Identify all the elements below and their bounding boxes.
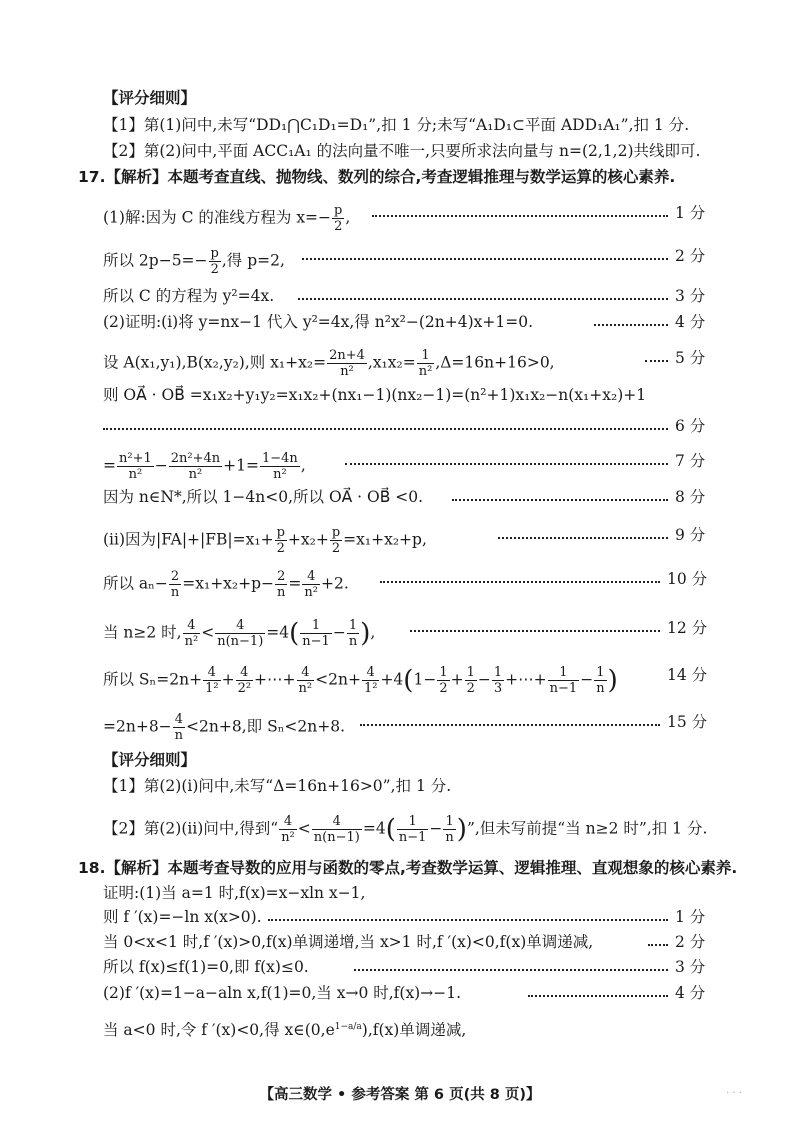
q17-step-10: 所以 aₙ− $\frac{2}{n}$ =x₁+x₂+p− $\frac{2}{n}$ = $\frac{4}{\text{n²}}$ +2. xyxy=(103,569,349,600)
dot-leader xyxy=(345,463,668,465)
score-15: 15 分 xyxy=(667,713,708,731)
q17-step-5: 设 A(x₁,y₁),B(x₂,y₂),则 x₁+x₂= $\frac{2n+4}{\text{n²}}$ ,x₁x₂= $\frac{1}{\text{n²}}$ ,Δ=16n+16>0, xyxy=(103,348,555,379)
score-2: 2 分 xyxy=(675,247,706,265)
score-10: 10 分 xyxy=(667,570,708,588)
score-12: 12 分 xyxy=(667,619,708,637)
grading-rule-1: 【1】第(2)(ⅰ)问中,未写“Δ=16n+16>0”,扣 1 分. xyxy=(103,777,452,795)
q17-step-12: 所以 Sₙ=2n+ $\frac{4}{\text{1²}}$ + $\frac{4}{\text{2²}}$ +⋯+ $\frac{4}{\text{n²}}$ <2n+ $\frac{4}{\text{1²}}$ +4(1− $\frac{1}{2}$ + $\frac{1}{2}$ − $\frac{1}{3}$ +⋯+ $\frac{1}{n-1}$ − $\frac{1}{n}$ ) xyxy=(103,665,618,696)
score-1: 1 分 xyxy=(675,908,706,926)
score-4: 4 分 xyxy=(675,313,706,331)
q17-step-9: (ⅱ)因为|FA|+|FB|=x₁+ $\frac{p}{2}$ +x₂+ $\frac{p}{2}$ =x₁+x₂+p, xyxy=(103,525,427,556)
dot-leader xyxy=(302,258,668,260)
dot-leader xyxy=(594,324,668,326)
grading-rule-2: 【2】第(2)问中,平面 ACC₁A₁ 的法向量不唯一,只要所求法向量与 n=(2,1,2)共线即可. xyxy=(103,142,701,160)
q18-title: 18.【解析】本题考查导数的应用与函数的零点,考查数学运算、逻辑推理、直观想象的核心素养. xyxy=(78,859,738,877)
score-2: 2 分 xyxy=(675,933,706,951)
score-5: 5 分 xyxy=(675,349,706,367)
q17-step-11: 当 n≥2 时, $\frac{4}{\text{n²}}$ < $\frac{4}{n(n-1)}$ =4( $\frac{1}{n-1}$ − $\frac{1}{n}$ ), xyxy=(103,618,376,649)
score-7: 7 分 xyxy=(675,452,706,470)
dot-leader xyxy=(645,360,668,362)
corner-mark: · · · xyxy=(726,1088,742,1099)
dot-leader xyxy=(103,428,668,430)
dot-leader xyxy=(268,919,668,921)
q17-step-1: (1)解:因为 C 的准线方程为 x=− $\frac{p}{2}$ , xyxy=(103,203,351,234)
grading-rule-1: 【1】第(1)问中,未写“DD₁⋂C₁D₁=D₁”,扣 1 分;未写“A₁D₁⊂平面 ADD₁A₁”,扣 1 分. xyxy=(103,116,690,134)
q18-step-4: (2)f ′(x)=1−a−aln x,f(1)=0,当 x→0 时,f(x)→−1. xyxy=(103,984,461,1002)
q17-step-4: (2)证明:(ⅰ)将 y=nx−1 代入 y²=4x,得 n²x²−(2n+4)x+1=0. xyxy=(103,313,534,331)
dot-leader xyxy=(380,581,660,583)
dot-leader xyxy=(410,630,660,632)
q18-step-5: 当 a<0 时,令 f ′(x)<0,得 $x\in(0,e^{1-a/a}),f(x)$单调递减, xyxy=(103,1021,467,1040)
dot-leader xyxy=(452,499,668,501)
dot-leader xyxy=(372,215,668,217)
q17-step-13: =2n+8− $\frac{4}{n}$ <2n+8,即 Sₙ<2n+8. xyxy=(103,712,346,743)
q17-step-2: 所以 2p−5=− $\frac{p}{2}$ ,得 p=2, xyxy=(103,246,285,277)
grading-rule-2: 【2】第(2)(ⅱ)问中,得到“ $\frac{4}{\text{n²}}$ < $\frac{4}{n(n-1)}$ =4( $\frac{1}{n-1}$ − $\frac{1}{n}$ )”,但未写前提“当 n≥2 时”,扣 1 分. xyxy=(103,814,708,845)
score-6: 6 分 xyxy=(675,417,706,435)
dot-leader xyxy=(648,944,668,946)
q18-step-0: 证明:(1)当 a=1 时,f(x)=x−xln x−1, xyxy=(103,884,366,902)
q17-title: 17.【解析】本题考查直线、抛物线、数列的综合,考查逻辑推理与数学运算的核心素养. xyxy=(78,168,676,186)
grading-rules-heading: 【评分细则】 xyxy=(103,89,197,107)
score-1: 1 分 xyxy=(675,204,706,222)
score-3: 3 分 xyxy=(675,287,706,305)
score-14: 14 分 xyxy=(667,666,708,684)
dot-leader xyxy=(360,724,660,726)
q18-step-3: 所以 f(x)≤f(1)=0,即 f(x)≤0. xyxy=(103,958,309,976)
q17-step-6: 则 OA⃗ · OB⃗ =x₁x₂+y₁y₂=x₁x₂+(nx₁−1)(nx₂−1)=(n²+1)x₁x₂−n(x₁+x₂)+1 xyxy=(103,386,647,404)
dot-leader xyxy=(298,298,668,300)
dot-leader xyxy=(354,969,668,971)
page-footer: 【高三数学 • 参考答案 第 6 页(共 8 页)】 xyxy=(259,1087,541,1103)
q18-step-1: 则 f ′(x)=−ln x(x>0). xyxy=(103,908,262,926)
dot-leader xyxy=(498,537,668,539)
score-9: 9 分 xyxy=(675,526,706,544)
q17-step-3: 所以 C 的方程为 y²=4x. xyxy=(103,287,275,305)
score-8: 8 分 xyxy=(675,488,706,506)
score-4: 4 分 xyxy=(675,984,706,1002)
q17-step-8: 因为 n∈N*,所以 1−4n<0,所以 OA⃗ · OB⃗ <0. xyxy=(103,488,424,506)
score-3: 3 分 xyxy=(675,958,706,976)
dot-leader xyxy=(528,995,668,997)
q18-step-2: 当 0<x<1 时,f ′(x)>0,f(x)单调递增,当 x>1 时,f ′(x)<0,f(x)单调递减, xyxy=(103,933,594,951)
q17-step-7: = $\frac{\text{n²+1}}{\text{n²}}$ − $\frac{\text{2n²+4n}}{\text{n²}}$ +1= $\frac{1-4n}{\text{n²}}$ , xyxy=(103,451,306,482)
grading-rules-heading: 【评分细则】 xyxy=(103,751,197,769)
